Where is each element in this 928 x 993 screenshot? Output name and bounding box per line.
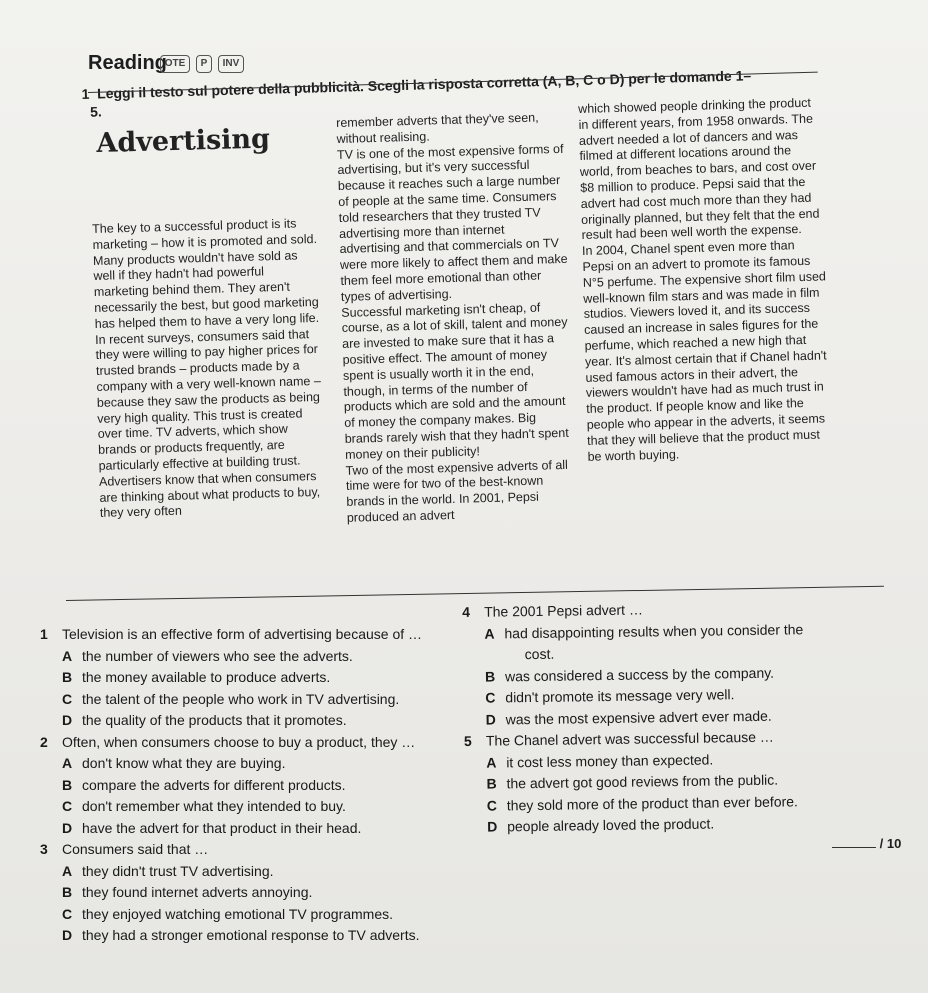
- answer-option[interactable]: D they had a stronger emotional response to TV adverts.: [62, 927, 420, 943]
- article-paragraph: TV is one of the most expensive forms of advertising, but it's very successful because it reaches such a large number of people at the same time. Consumers told researchers that they trusted TV advertising more than internet advertising and that commercials on TV were more likely to affect them and make them feel more emotional than other types of advertising.: [336, 141, 568, 304]
- question-stem: 4 The 2001 Pepsi advert …: [462, 601, 643, 620]
- answer-option[interactable]: C they enjoyed watching emotional TV programmes.: [62, 905, 394, 922]
- answer-option[interactable]: A they didn't trust TV advertising.: [62, 862, 274, 879]
- section-heading: Reading: [88, 52, 167, 74]
- score-blank[interactable]: [832, 847, 876, 848]
- article-paragraph: remember adverts that they've seen, without realising.: [336, 110, 539, 146]
- answer-option[interactable]: C don't remember what they intended to buy.: [62, 798, 346, 814]
- question-stem: 3 Consumers said that …: [40, 841, 209, 857]
- answer-option[interactable]: B was considered a success by the company.: [484, 664, 775, 685]
- answer-option[interactable]: A it cost less money than expected.: [486, 751, 714, 771]
- answer-option[interactable]: C didn't promote its message very well.: [485, 686, 735, 706]
- answer-option[interactable]: A the number of viewers who see the adverts.: [62, 647, 353, 664]
- badge-inv: INV: [218, 55, 244, 73]
- questions-right: [462, 597, 806, 838]
- instruction-text-cont: 5.: [89, 103, 102, 120]
- answer-option[interactable]: C the talent of the people who work in TV advertising.: [62, 690, 400, 707]
- answer-option[interactable]: B the money available to produce adverts.: [62, 669, 331, 685]
- question-stem: 2 Often, when consumers choose to buy a product, they …: [40, 733, 416, 750]
- question-stem: 1 Television is an effective form of advertising because of …: [40, 626, 423, 642]
- article-column-2: [336, 110, 575, 527]
- instruction-text: Leggi il testo sul potere della pubblicità. Scegli la risposta corretta (A, B, C o D) per le domande 1–: [96, 67, 752, 102]
- article-paragraph: The key to a successful product is its marketing – how it is promoted and sold. Many products wouldn't have sold as well if they hadn't had powerful marketing behind them. They aren't necessarily the best, but good marketing has helped them to have a very long life.: [92, 216, 320, 331]
- answer-option[interactable]: D the quality of the products that it promotes.: [62, 712, 347, 728]
- answer-option[interactable]: D was the most expensive advert ever made.: [485, 707, 772, 728]
- badge-ote: OTE: [160, 55, 190, 73]
- score-box[interactable]: [832, 836, 901, 851]
- exercise-number: 1: [81, 85, 90, 102]
- article-column-3: [578, 95, 832, 465]
- answer-option[interactable]: A don't know what they are buying.: [62, 755, 286, 771]
- answer-option[interactable]: D have the advert for that product in their head.: [62, 819, 362, 836]
- answer-option-cont: cost.: [524, 645, 555, 663]
- answer-option[interactable]: D people already loved the product.: [487, 815, 715, 835]
- article-paragraph: Successful marketing isn't cheap, of course, as a lot of skill, talent and money are invested to make sure that it has a positive effect. The amount of money spent is usually worth it in the end, though, in terms of the number of products which are sold and the amount of money the company makes. Big brands rarely wish that they hadn't spent money on their publicity!: [341, 300, 569, 462]
- article-paragraph: In recent surveys, consumers said that they were willing to pay higher prices for trusted brands – products made by a company with a very well-known name – because they saw the products as being very high quality. This trust is created over time. TV adverts, which show brands or products frequently, are particularly effective at building trust. Advertisers know that when consumers are thinking about what products to buy, they very often: [94, 326, 321, 521]
- answer-option[interactable]: C they sold more of the product than ever before.: [486, 792, 798, 814]
- score-total: / 10: [879, 836, 902, 851]
- question-stem: 5 The Chanel advert was successful because …: [463, 728, 774, 749]
- badge-p: P: [196, 55, 212, 73]
- answer-option[interactable]: B compare the adverts for different products.: [62, 776, 346, 793]
- answer-option[interactable]: B they found internet adverts annoying.: [62, 884, 313, 900]
- article-title: Advertising: [96, 123, 271, 159]
- article-paragraph: which showed people drinking the product in different years, from 1958 onwards. The advert needed a lot of dancers and was filmed at different locations around the world, from beaches to bars, and cost over $8 million to produce. Pepsi said that the advert had cost much more than they had originally planned, but they felt that the end result had been well worth the expense.: [578, 95, 820, 243]
- article-paragraph: Two of the most expensive adverts of all time were for two of the best-known brands in the world. In 2001, Pepsi produced an advert: [345, 457, 569, 525]
- answer-option[interactable]: B the advert got good reviews from the public.: [486, 771, 779, 792]
- answer-option[interactable]: A had disappointing results when you consider the: [484, 620, 804, 642]
- article-paragraph: In 2004, Chanel spent even more than Pepsi on an advert to promote its famous N°5 perfume. The expensive short film used well-known film stars and was made in film studios. Viewers loved it, and its success caused an increase in sales figures for the perfume, which reached a new high that year. It's almost certain that if Chanel hadn't used famous actors in their advert, the viewers wouldn't have had as much trust in the product. If people know and like the people who appear in the adverts, it seems that they will believe that the product must be worth buying.: [581, 238, 827, 464]
- article-column-1: [92, 216, 326, 522]
- questions-left: [40, 624, 422, 947]
